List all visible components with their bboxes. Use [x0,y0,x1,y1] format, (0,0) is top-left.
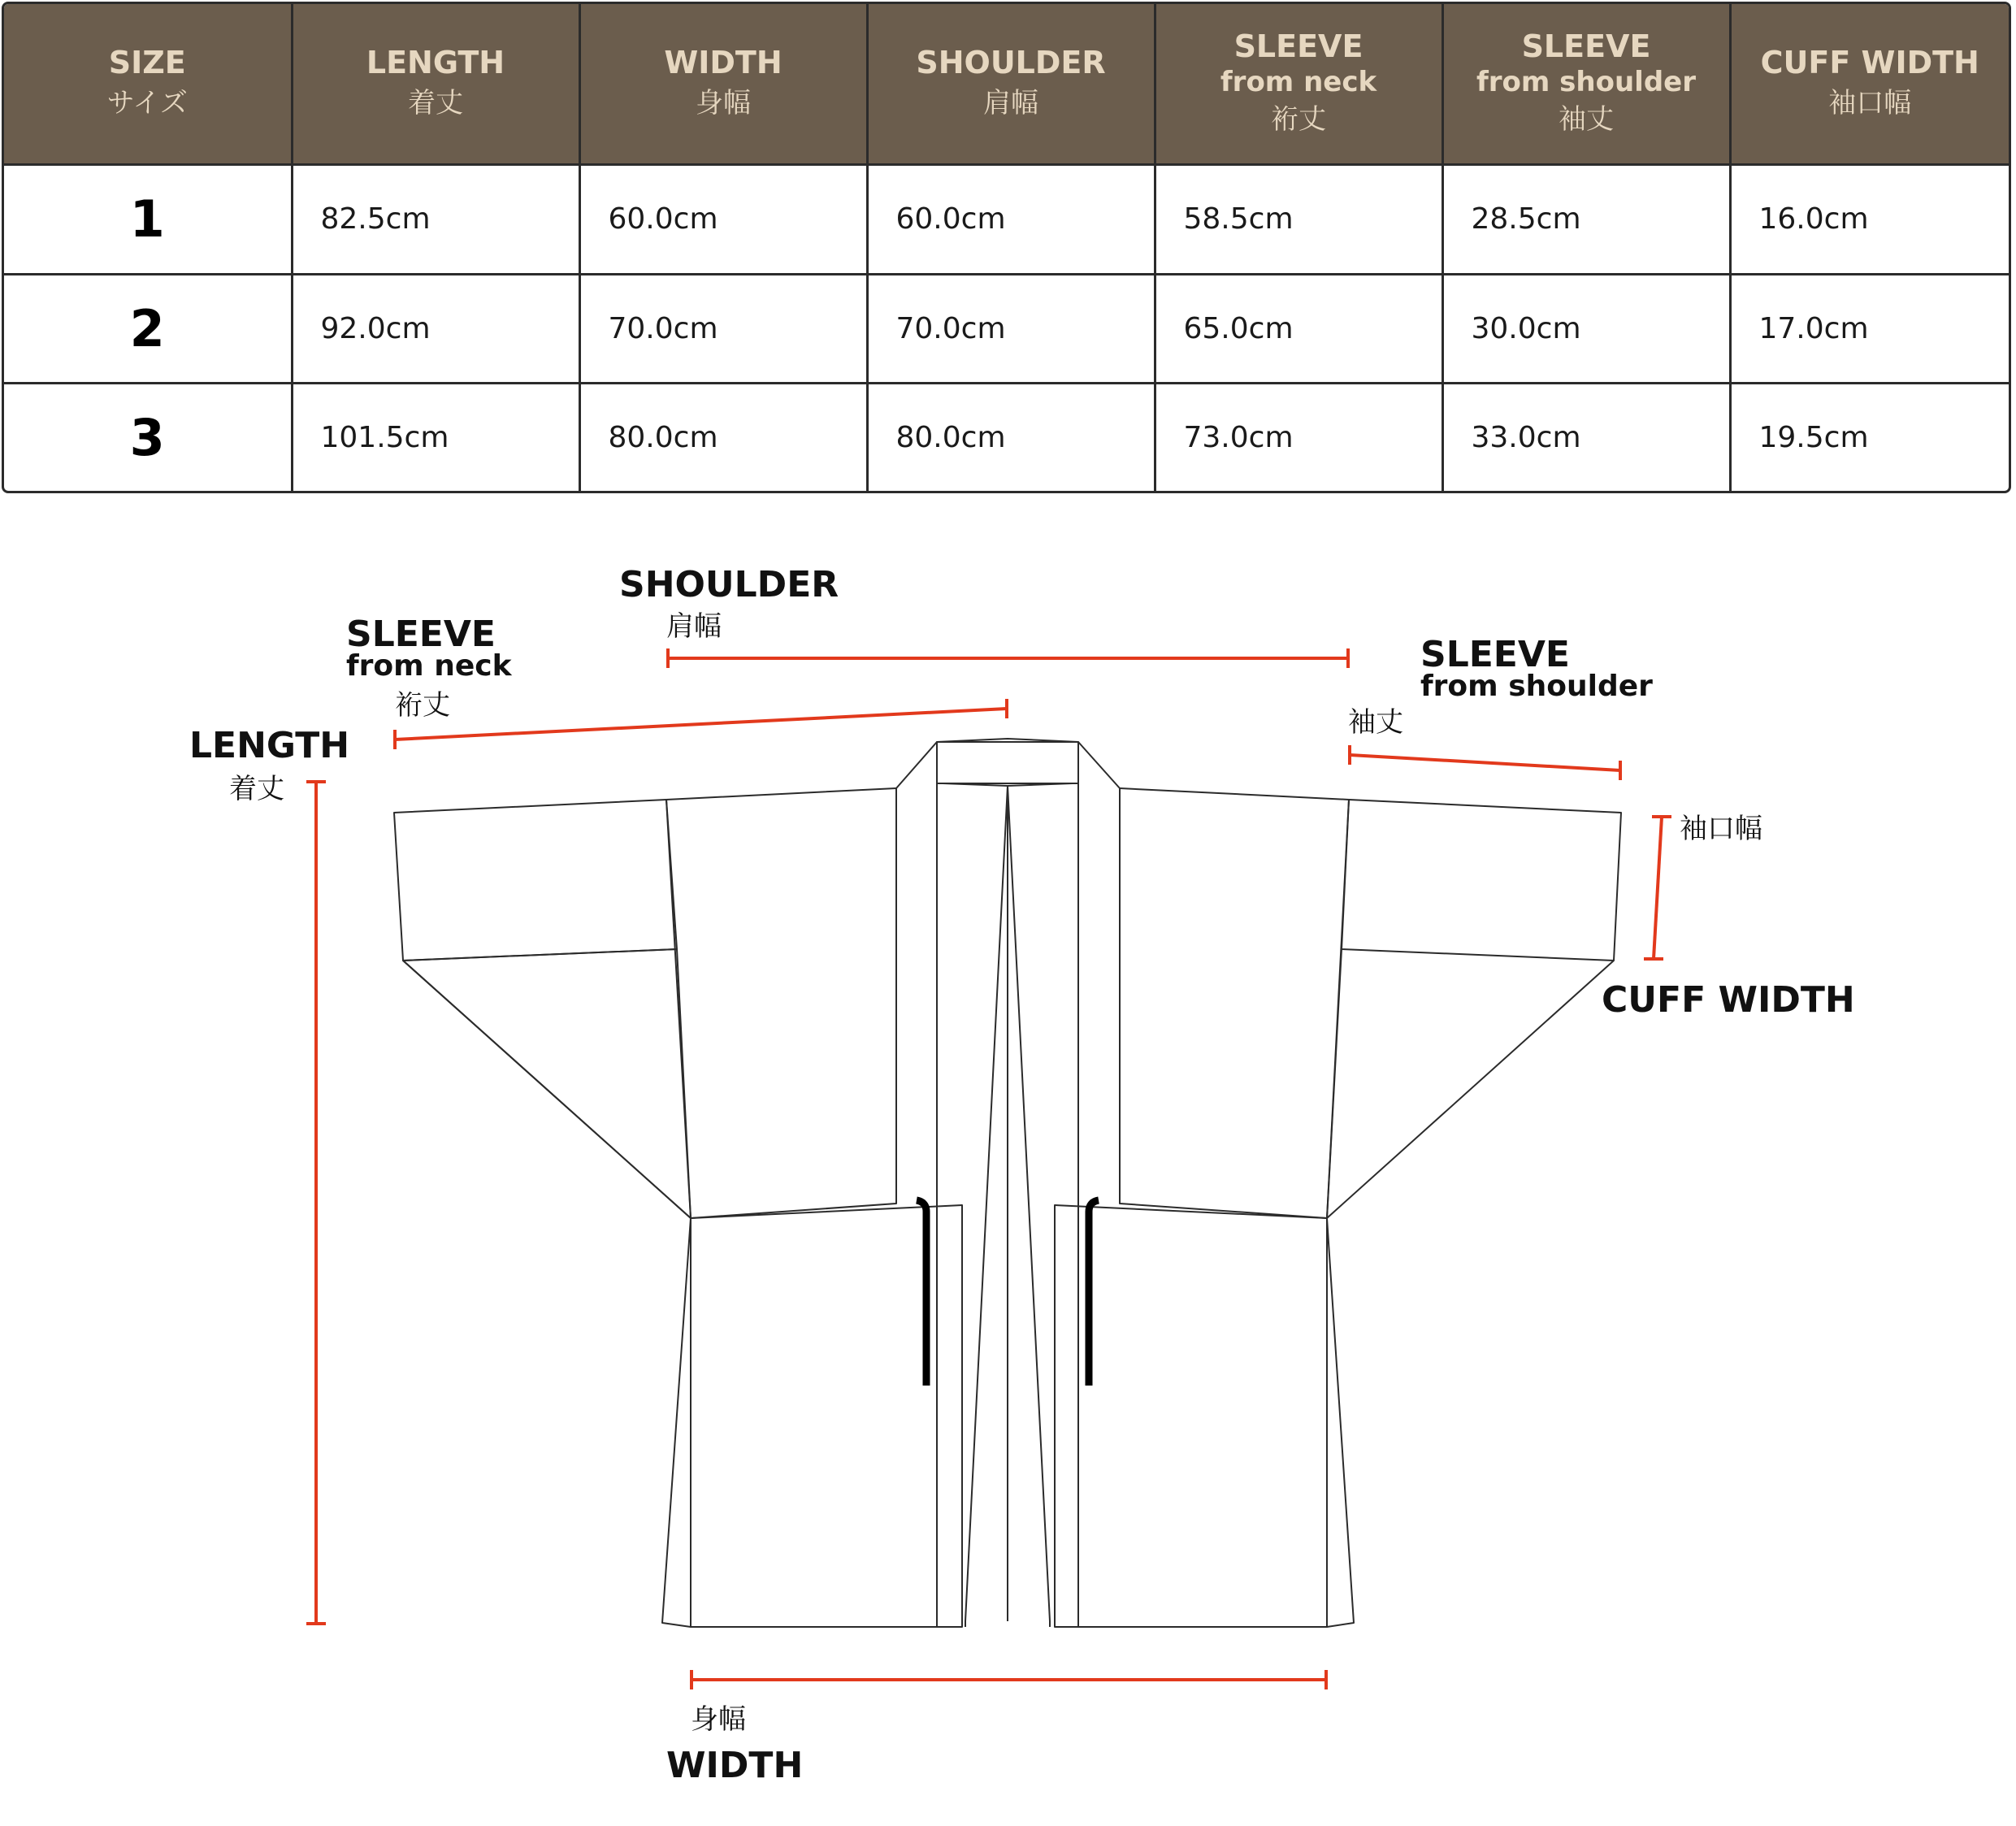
sleeve-shoulder-sub-label: from shoulder [1420,670,1653,703]
length-label: LENGTH [189,725,350,766]
header-size [4,4,292,165]
length-cell: 101.5cm [292,384,579,491]
header-size-jp: サイズ [106,87,188,119]
table-row [4,274,2009,384]
cuff-measure-line [1644,817,1671,959]
right-collar [1078,742,1120,1627]
header-length [292,4,579,165]
shoulder-jp-label: 肩幅 [666,610,722,643]
sleeve-neck-cell: 73.0cm [1155,384,1442,491]
header-size-main: SIZE [108,45,186,80]
width-cell: 70.0cm [579,274,867,384]
header-width [579,4,867,165]
header-shoulder-jp: 肩幅 [983,87,1038,119]
cuff-width-label: CUFF WIDTH [1602,979,1855,1021]
width-cell: 60.0cm [579,165,867,275]
sleeve-shoulder-cell: 30.0cm [1442,274,1730,384]
sleeve-shoulder-jp-label: 袖丈 [1348,706,1403,739]
right-sleeve-drape [1327,949,1614,1218]
header-sleeve-shoulder [1442,4,1730,165]
right-body-upper [1120,788,1349,1218]
left-sleeve [394,800,677,961]
header-sleeve-shoulder-main: SLEEVE [1521,28,1651,64]
header-sleeve-neck-sub: from neck [1220,66,1377,98]
left-body-lower [691,1205,962,1627]
size-chart-table [2,2,2011,493]
sleeve-shoulder-cell: 33.0cm [1442,384,1730,491]
sleeve-shoulder-label: SLEEVE [1420,634,1570,675]
shoulder-label: SHOULDER [619,564,839,605]
size-cell: 2 [4,274,292,384]
header-sleeve-neck-main: SLEEVE [1233,28,1364,64]
header-width-main: WIDTH [664,45,783,80]
header-sleeve-shoulder-sub: from shoulder [1476,66,1696,98]
sleeve-shoulder-cell: 28.5cm [1442,165,1730,275]
shoulder-cell: 70.0cm [867,274,1155,384]
width-cell: 80.0cm [579,384,867,491]
header-sleeve-shoulder-jp: 袖丈 [1559,103,1614,136]
cuff-jp-label: 袖口幅 [1680,813,1762,845]
sleeve-neck-cell: 58.5cm [1155,165,1442,275]
sleeve-neck-measure-line [395,699,1007,749]
length-cell: 92.0cm [292,274,579,384]
sleeve-neck-sub-label: from neck [346,649,512,683]
width-label: WIDTH [666,1745,804,1786]
size-cell: 3 [4,384,292,491]
cuff-width-cell: 19.5cm [1758,421,1869,455]
haori-outline [394,739,1621,1627]
shoulder-measure-line [668,648,1348,668]
sleeve-neck-cell: 65.0cm [1155,274,1442,384]
table-header-row [4,4,2009,165]
collar-band [937,742,1078,783]
right-sleeve [1342,800,1621,961]
header-sleeve-neck [1155,4,1442,165]
length-jp-label: 着丈 [229,773,284,805]
header-sleeve-neck-jp: 裄丈 [1271,103,1326,136]
header-cuff-width [1730,4,2009,165]
header-width-jp: 身幅 [696,87,751,119]
length-cell: 82.5cm [292,165,579,275]
cuff-width-cell: 16.0cm [1730,165,2009,275]
cuff-width-cell: 17.0cm [1730,274,2009,384]
header-shoulder-main: SHOULDER [916,45,1106,80]
sleeve-shoulder-measure-line [1350,745,1620,780]
header-length-jp: 着丈 [408,87,463,119]
width-jp-label: 身幅 [691,1703,746,1736]
left-collar [896,742,937,1627]
width-measure-line [692,1670,1326,1689]
right-body-lower [1055,1205,1327,1627]
header-cuff-width-jp: 袖口幅 [1828,87,1912,119]
size-cell: 1 [4,165,292,275]
left-tie [917,1200,926,1386]
garment-diagram [0,493,2016,1826]
header-shoulder [867,4,1155,165]
haori-outline-drawing [0,493,2016,1826]
left-body-upper [666,788,896,1218]
sleeve-neck-jp-label: 裄丈 [395,689,450,722]
sleeve-neck-label: SLEEVE [346,614,496,655]
length-measure-line [306,782,326,1624]
shoulder-cell: 80.0cm [867,384,1155,491]
right-tie [1089,1200,1099,1386]
left-sleeve-drape [403,949,691,1218]
header-cuff-width-main: CUFF WIDTH [1760,45,1979,80]
table-row [4,384,2009,491]
shoulder-cell: 60.0cm [867,165,1155,275]
table-row [4,165,2009,275]
header-length-main: LENGTH [366,45,505,80]
